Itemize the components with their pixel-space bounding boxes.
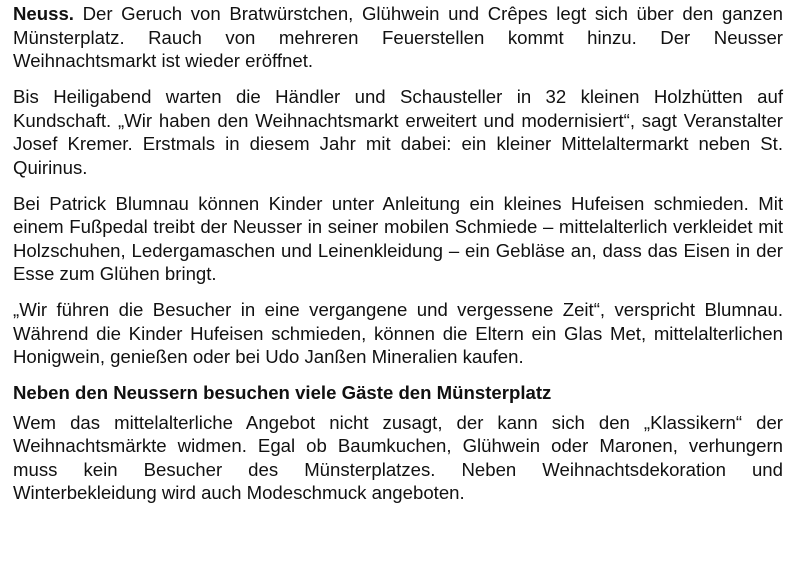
article-paragraph-quote: „Wir führen die Besucher in eine vergangene und vergessene Zeit“, verspricht Blumnau. Während die Kinder Hufeisen schmieden, können die Eltern ein Glas Met, mittelalterlichen Honigwein, genießen oder bei Udo Janßen Mineralien kaufen. [13, 299, 783, 367]
intro-text: Der Geruch von Bratwürstchen, Glühwein und Crêpes legt sich über den ganzen Münsterplatz. Rauch von mehreren Feuerstellen kommt hinzu. Der Neusser Weihnachtsmarkt ist wieder eröffnet. [13, 3, 783, 71]
article-paragraph-closing: Wem das mittelalterliche Angebot nicht zusagt, der kann sich den „Klassikern“ der Weihnachtsmärkte widmen. Egal ob Baumkuchen, Glühwein oder Maronen, verhungern muss kein Besucher des Münsterplatzes. Neben Weihnachtsdekoration und Winterbekleidung wird auch Modeschmuck angeboten. [13, 411, 783, 503]
dateline: Neuss. [13, 3, 74, 24]
article [13, 0, 783, 505]
article-paragraph-market: Bis Heiligabend warten die Händler und Schausteller in 32 kleinen Holzhütten auf Kundschaft. „Wir haben den Weihnachtsmarkt erweitert und modernisiert“, sagt Veranstalter Josef Kremer. Erstmals in diesem Jahr mit dabei: ein kleiner Mittelaltermarkt neben St. Quirinus. [13, 86, 783, 178]
article-subheading: Neben den Neussern besuchen viele Gäste den Münsterplatz [13, 382, 552, 403]
article-paragraph-blacksmith: Bei Patrick Blumnau können Kinder unter Anleitung ein kleines Hufeisen schmieden. Mit einem Fußpedal treibt der Neusser in seiner mobilen Schmiede – mittelalterlich verkleidet mit Holzschuhen, Ledergamaschen und Leinenkleidung – ein Gebläse an, dass das Eisen in der Esse zum Glühen bringt. [13, 192, 783, 284]
article-paragraph-intro [13, 2, 783, 73]
